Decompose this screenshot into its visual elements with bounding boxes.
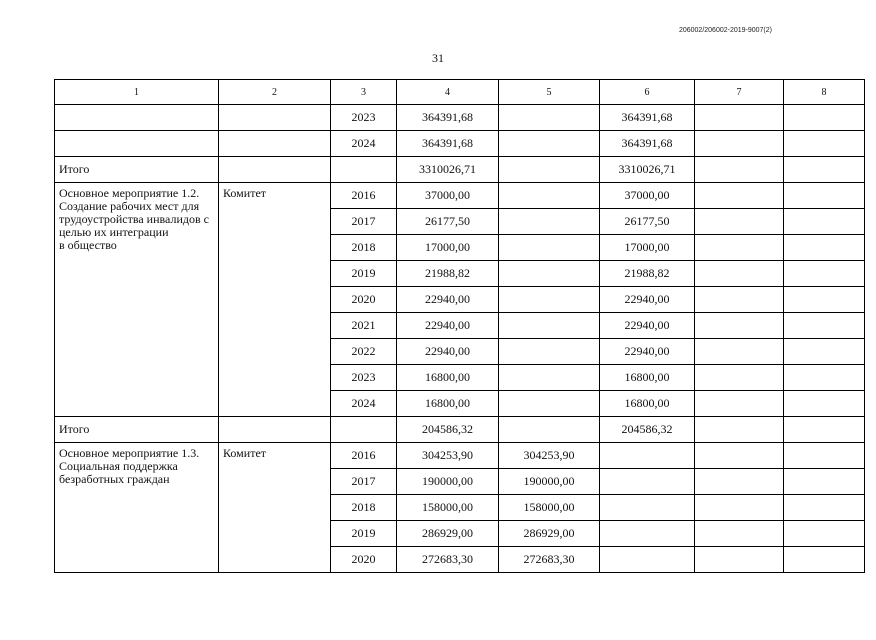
amount-col7-cell [695, 469, 784, 495]
year-cell: 2018 [331, 235, 397, 261]
executor-cell [219, 131, 331, 157]
amount-col7-cell [695, 521, 784, 547]
year-cell: 2024 [331, 131, 397, 157]
description-cell [55, 105, 219, 131]
amount-col7-cell [695, 313, 784, 339]
amount-col7-cell [695, 339, 784, 365]
amount-col7-cell [695, 365, 784, 391]
year-cell: 2020 [331, 547, 397, 573]
amount-col5-cell [499, 157, 600, 183]
column-header: 4 [397, 80, 499, 105]
amount-col7-cell [695, 261, 784, 287]
year-cell: 2019 [331, 521, 397, 547]
column-header: 2 [219, 80, 331, 105]
amount-total-cell: 272683,30 [397, 547, 499, 573]
year-cell: 2022 [331, 339, 397, 365]
total-label: Итого [55, 157, 219, 183]
year-cell [331, 157, 397, 183]
amount-total-cell: 286929,00 [397, 521, 499, 547]
amount-col8-cell [784, 313, 865, 339]
year-cell: 2018 [331, 495, 397, 521]
table-row [55, 131, 865, 157]
amount-total-cell: 16800,00 [397, 365, 499, 391]
amount-col8-cell [784, 495, 865, 521]
amount-total-cell: 304253,90 [397, 443, 499, 469]
amount-col7-cell [695, 157, 784, 183]
year-cell [331, 417, 397, 443]
amount-col7-cell [695, 105, 784, 131]
amount-col5-cell [499, 339, 600, 365]
amount-col6-cell: 16800,00 [600, 391, 695, 417]
column-number-row [55, 80, 865, 105]
amount-col7-cell [695, 417, 784, 443]
amount-col5-cell [499, 105, 600, 131]
year-cell: 2016 [331, 443, 397, 469]
amount-col6-cell: 37000,00 [600, 183, 695, 209]
amount-col6-cell: 3310026,71 [600, 157, 695, 183]
amount-col7-cell [695, 131, 784, 157]
total-row [55, 157, 865, 183]
amount-total-cell: 3310026,71 [397, 157, 499, 183]
amount-col5-cell [499, 261, 600, 287]
executor-cell: Комитет [219, 183, 331, 417]
amount-col8-cell [784, 547, 865, 573]
amount-total-cell: 190000,00 [397, 469, 499, 495]
amount-col7-cell [695, 235, 784, 261]
amount-col6-cell: 16800,00 [600, 365, 695, 391]
budget-table [54, 79, 865, 573]
table-row [55, 443, 865, 469]
amount-col6-cell: 17000,00 [600, 235, 695, 261]
amount-col8-cell [784, 339, 865, 365]
amount-col5-cell [499, 209, 600, 235]
amount-col6-cell [600, 547, 695, 573]
amount-col5-cell: 158000,00 [499, 495, 600, 521]
amount-col5-cell [499, 183, 600, 209]
document-code: 206002/206002-2019-9007(2) [678, 27, 772, 34]
amount-col6-cell [600, 521, 695, 547]
amount-col6-cell: 26177,50 [600, 209, 695, 235]
amount-col8-cell [784, 209, 865, 235]
column-header: 3 [331, 80, 397, 105]
amount-col5-cell: 190000,00 [499, 469, 600, 495]
amount-col7-cell [695, 547, 784, 573]
table-body [55, 80, 865, 573]
amount-col8-cell [784, 287, 865, 313]
measure-description: Основное мероприятие 1.2. Создание рабочих мест для трудоустройства инвалидов с целью их интеграции в общество [55, 183, 219, 417]
amount-col8-cell [784, 105, 865, 131]
amount-col8-cell [784, 391, 865, 417]
amount-col5-cell [499, 365, 600, 391]
year-cell: 2023 [331, 105, 397, 131]
year-cell: 2017 [331, 209, 397, 235]
amount-total-cell: 22940,00 [397, 339, 499, 365]
table-row [55, 183, 865, 209]
amount-col7-cell [695, 495, 784, 521]
amount-col6-cell: 364391,68 [600, 131, 695, 157]
amount-col8-cell [784, 235, 865, 261]
amount-total-cell: 158000,00 [397, 495, 499, 521]
executor-cell [219, 417, 331, 443]
amount-col7-cell [695, 209, 784, 235]
amount-total-cell: 16800,00 [397, 391, 499, 417]
amount-col8-cell [784, 157, 865, 183]
amount-col6-cell: 22940,00 [600, 339, 695, 365]
amount-col5-cell [499, 313, 600, 339]
year-cell: 2020 [331, 287, 397, 313]
year-cell: 2019 [331, 261, 397, 287]
table-row [55, 105, 865, 131]
amount-col5-cell: 272683,30 [499, 547, 600, 573]
amount-col8-cell [784, 365, 865, 391]
amount-total-cell: 204586,32 [397, 417, 499, 443]
total-label: Итого [55, 417, 219, 443]
year-cell: 2021 [331, 313, 397, 339]
column-header: 8 [784, 80, 865, 105]
page-number: 31 [432, 51, 444, 65]
amount-col8-cell [784, 469, 865, 495]
amount-total-cell: 364391,68 [397, 131, 499, 157]
column-header: 6 [600, 80, 695, 105]
measure-description: Основное мероприятие 1.3. Социальная поддержка безработных граждан [55, 443, 219, 573]
amount-total-cell: 26177,50 [397, 209, 499, 235]
amount-col8-cell [784, 521, 865, 547]
amount-total-cell: 37000,00 [397, 183, 499, 209]
amount-col5-cell [499, 235, 600, 261]
amount-col7-cell [695, 391, 784, 417]
amount-col5-cell [499, 391, 600, 417]
amount-col7-cell [695, 183, 784, 209]
column-header: 1 [55, 80, 219, 105]
amount-total-cell: 364391,68 [397, 105, 499, 131]
year-cell: 2017 [331, 469, 397, 495]
executor-cell [219, 105, 331, 131]
amount-col6-cell: 21988,82 [600, 261, 695, 287]
amount-col6-cell [600, 495, 695, 521]
amount-col6-cell: 22940,00 [600, 313, 695, 339]
amount-col7-cell [695, 443, 784, 469]
amount-col8-cell [784, 183, 865, 209]
amount-total-cell: 21988,82 [397, 261, 499, 287]
amount-col6-cell [600, 443, 695, 469]
amount-col5-cell: 286929,00 [499, 521, 600, 547]
column-header: 7 [695, 80, 784, 105]
description-cell [55, 131, 219, 157]
amount-col8-cell [784, 261, 865, 287]
amount-col8-cell [784, 417, 865, 443]
amount-col5-cell [499, 417, 600, 443]
amount-total-cell: 17000,00 [397, 235, 499, 261]
year-cell: 2016 [331, 183, 397, 209]
amount-total-cell: 22940,00 [397, 287, 499, 313]
amount-col6-cell: 204586,32 [600, 417, 695, 443]
total-row [55, 417, 865, 443]
amount-col6-cell: 22940,00 [600, 287, 695, 313]
amount-col5-cell [499, 131, 600, 157]
amount-col8-cell [784, 131, 865, 157]
amount-col6-cell: 364391,68 [600, 105, 695, 131]
executor-cell [219, 157, 331, 183]
amount-col6-cell [600, 469, 695, 495]
amount-total-cell: 22940,00 [397, 313, 499, 339]
amount-col5-cell [499, 287, 600, 313]
year-cell: 2024 [331, 391, 397, 417]
amount-col8-cell [784, 443, 865, 469]
column-header: 5 [499, 80, 600, 105]
amount-col7-cell [695, 287, 784, 313]
amount-col5-cell: 304253,90 [499, 443, 600, 469]
year-cell: 2023 [331, 365, 397, 391]
executor-cell: Комитет [219, 443, 331, 573]
